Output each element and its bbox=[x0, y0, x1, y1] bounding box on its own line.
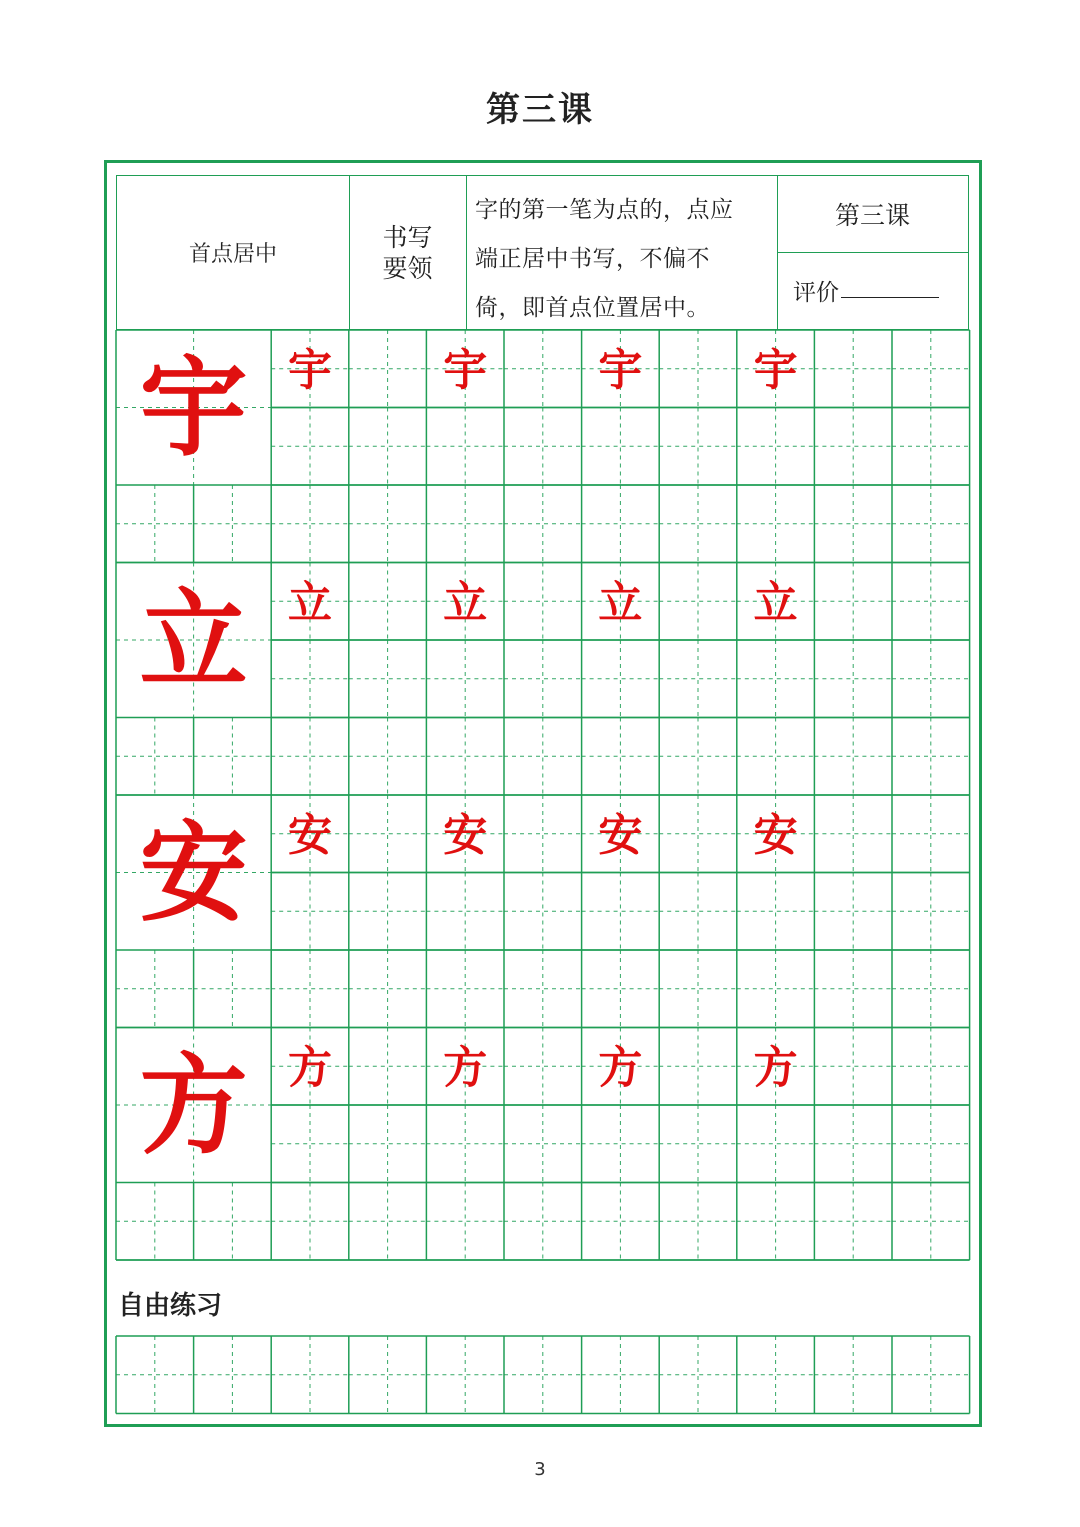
model-character: 方 bbox=[139, 1043, 248, 1169]
lesson-label: 第三课 bbox=[777, 176, 968, 253]
trace-character: 立 bbox=[753, 577, 798, 629]
trace-character: 安 bbox=[753, 809, 798, 861]
trace-character: 安 bbox=[288, 809, 332, 861]
page-number: 3 bbox=[534, 1459, 546, 1480]
trace-character: 宇 bbox=[443, 344, 488, 396]
trace-character: 方 bbox=[598, 1042, 643, 1094]
evaluation-label: 评价 bbox=[793, 280, 839, 306]
trace-character: 立 bbox=[598, 577, 643, 629]
trace-character: 方 bbox=[753, 1042, 798, 1094]
trace-character: 安 bbox=[443, 809, 488, 861]
model-character: 安 bbox=[139, 810, 248, 937]
tip-line-3: 倚，即首点位置居中。 bbox=[475, 295, 710, 321]
trace-character: 立 bbox=[443, 577, 488, 629]
page-title: 第三课 bbox=[486, 90, 594, 130]
trace-character: 安 bbox=[598, 809, 643, 861]
trace-character: 方 bbox=[288, 1042, 332, 1094]
model-character: 宇 bbox=[139, 345, 248, 472]
trace-character: 宇 bbox=[288, 344, 332, 396]
tip-line-2: 端正居中书写，不偏不 bbox=[475, 246, 710, 272]
writing-topic: 首点居中 bbox=[188, 242, 277, 267]
free-practice-title: 自由练习 bbox=[118, 1291, 223, 1321]
trace-character: 方 bbox=[443, 1042, 488, 1094]
label-line-1: 书写 bbox=[382, 222, 433, 252]
trace-character: 立 bbox=[288, 577, 332, 629]
model-character: 立 bbox=[139, 578, 248, 704]
trace-character: 宇 bbox=[598, 344, 643, 396]
label-line-2: 要领 bbox=[382, 253, 433, 283]
tip-line-1: 字的第一笔为点的，点应 bbox=[475, 197, 734, 223]
trace-character: 宇 bbox=[753, 344, 798, 396]
